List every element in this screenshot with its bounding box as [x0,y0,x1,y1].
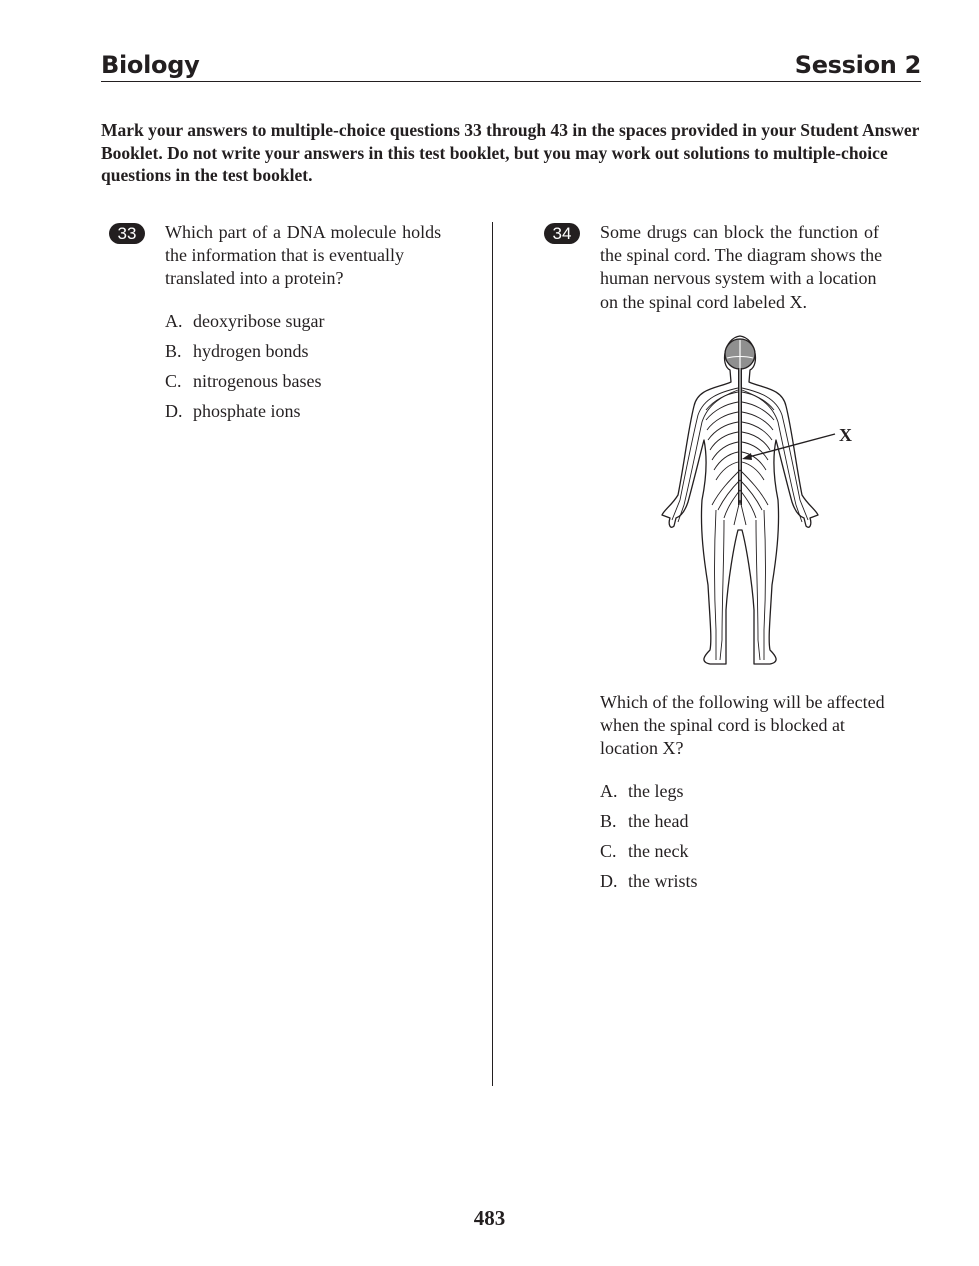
prompt-line: location X? [600,738,684,759]
option-text: hydrogen bonds [193,341,309,361]
option-text: the head [628,811,689,831]
q33-option-d[interactable] [165,400,301,422]
prompt-line: when the spinal cord is blocked at [600,715,845,736]
page-header [101,46,921,82]
question-34-stem [600,221,882,314]
question-33-stem [165,221,441,291]
option-text: the wrists [628,871,698,891]
stem-line: the information that is eventually [165,245,404,266]
prompt-line: Which of the following will be affected [600,692,885,712]
subject-title: Biology [101,51,200,79]
option-letter: A. [600,781,618,801]
question-33-number-badge: 33 [109,223,145,244]
q33-option-c[interactable] [165,370,321,392]
stem-line: human nervous system with a location [600,268,877,289]
q33-option-b[interactable] [165,340,309,362]
q34-option-a[interactable] [600,780,684,802]
q34-option-b[interactable] [600,810,688,832]
session-title: Session 2 [794,51,921,79]
label-x: X [839,425,852,445]
stem-line: on the spinal cord labeled X. [600,291,807,312]
option-text: the neck [628,841,689,861]
question-34-number-badge: 34 [544,223,580,244]
q33-option-a[interactable] [165,310,324,332]
option-letter: D. [165,401,183,421]
leg-nerves [715,510,766,660]
option-text: deoxyribose sugar [193,311,325,331]
question-34-prompt [600,691,885,761]
option-letter: D. [600,871,618,891]
option-text: nitrogenous bases [193,371,322,391]
instructions: Mark your answers to multiple-choice questions 33 through 43 in the spaces provided in your Student Answer Booklet. Do not write your answers in this test booklet, but you may work out solutions to multiple-choice questions in the test booklet. [101,120,920,185]
option-letter: C. [600,841,617,861]
option-letter: A. [165,311,183,331]
option-letter: B. [600,811,617,831]
option-text: the legs [628,781,684,801]
q34-option-d[interactable] [600,870,698,892]
q34-option-c[interactable] [600,840,688,862]
option-letter: B. [165,341,182,361]
label-pointer-arrowhead [742,453,752,460]
stem-line: translated into a protein? [165,268,344,289]
nervous-system-diagram [650,330,870,675]
stem-line: Which part of a DNA molecule holds [165,222,442,242]
option-letter: C. [165,371,182,391]
column-divider [492,222,493,1086]
stem-line: Some drugs can block the function of [600,222,879,242]
stem-line: the spinal cord. The diagram shows the [600,245,883,266]
page-number: 483 [473,1206,506,1230]
option-text: phosphate ions [193,401,301,421]
